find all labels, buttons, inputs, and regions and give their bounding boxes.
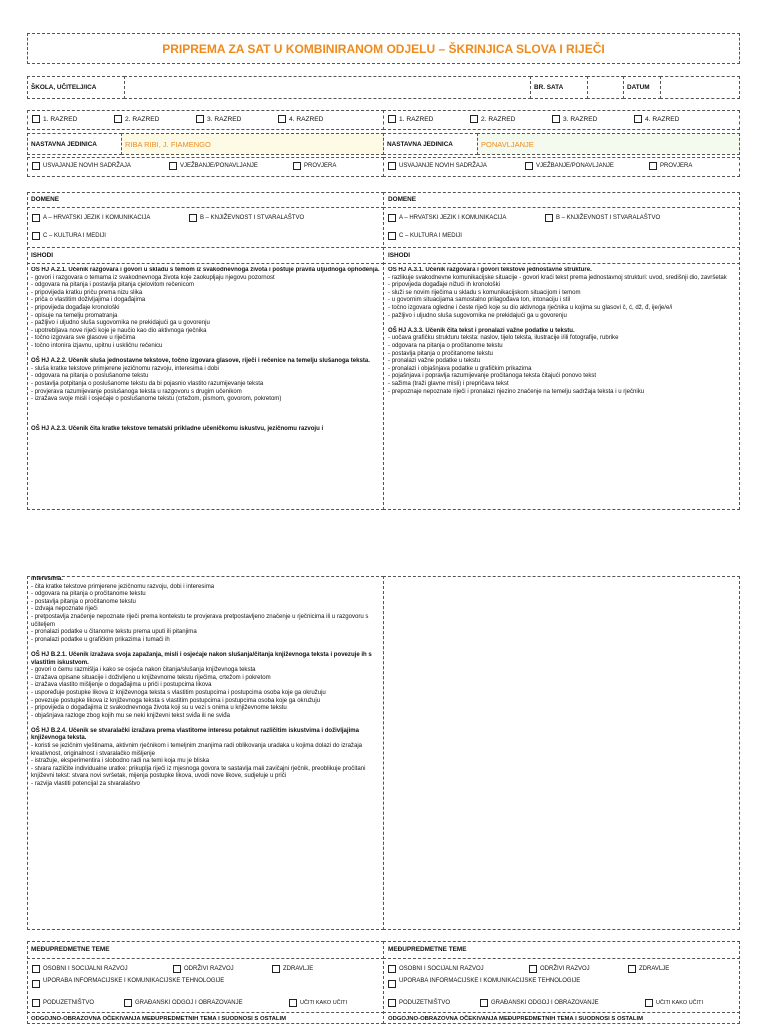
outcome-item: - uspoređuje postupke likova iz književnoga teksta s vlastitim postupcima i postupcima osoba koje ga okružuju xyxy=(31,689,326,696)
right-domain-b[interactable]: B – KNJIŽEVNOST I STVARALAŠTVO xyxy=(545,214,660,222)
outcome-item: - provjerava razumijevanje poslušanoga teksta u razgovoru s drugim učenikom xyxy=(31,388,242,395)
divider xyxy=(27,263,384,264)
outcome-item: - pretpostavlja značenje nepoznate riječi prema kontekstu te provjerava pretpostavljeno značenje u rječnicima ili u razgovoru s učiteljem xyxy=(31,613,371,628)
right-domain-a[interactable]: A – HRVATSKI JEZIK I KOMUNIKACIJA xyxy=(388,214,506,222)
outcome-item: - povezuje postupke likova iz književnoga teksta s vlastitim postupcima i postupcima osoba koje ga okružuju xyxy=(31,697,321,704)
outcome-item: - postavlja potpitanja o poslušanome tekstu da bi pojasnio vlastito razumijevanje teksta xyxy=(31,380,264,387)
left-unit-text: RIBA RIBI, J. FIAMENGO xyxy=(125,139,211,149)
right-grade-2[interactable]: 2. RAZRED xyxy=(470,115,515,123)
divider xyxy=(383,263,740,264)
right-type-new[interactable]: USVAJANJE NOVIH SADRŽAJA xyxy=(388,162,487,170)
divider xyxy=(27,207,384,208)
outcome-item: - opisuje na temelju promatranja xyxy=(31,312,118,319)
checkbox-icon xyxy=(289,999,297,1007)
checkbox-icon xyxy=(114,115,122,123)
outcome-item: - istražuje, eksperimentira i slobodno radi na temi koja mu je bliska xyxy=(31,758,210,765)
right-cross-gradjanski[interactable]: GRAĐANSKI ODGOJ I OBRAZOVANJE xyxy=(480,999,599,1007)
checkbox-icon xyxy=(525,162,533,170)
school-label-cell xyxy=(27,76,125,99)
left-domains-label: DOMENE xyxy=(31,196,60,203)
outcome-item: - točno izgovara sve glasove u riječima xyxy=(31,335,136,342)
checkbox-icon xyxy=(173,965,181,973)
grades-block xyxy=(27,110,740,180)
checkbox-icon xyxy=(388,980,396,988)
left-cross-ikt[interactable]: UPORABA INFORMACIJSKE I KOMUNIKACIJSKE TEHNOLOGIJE xyxy=(32,978,232,988)
checkbox-icon xyxy=(278,115,286,123)
left-domain-a[interactable]: A – HRVATSKI JEZIK I KOMUNIKACIJA xyxy=(32,214,150,222)
outcome-item: - izražava vlastito mišljenje o događajima u priči i postupcima likova xyxy=(31,682,212,689)
date-label-cell xyxy=(623,76,661,99)
checkbox-icon xyxy=(196,115,204,123)
outcome-item: - sažima (traži glavne misli) i prepričava tekst xyxy=(388,380,509,387)
checkbox-icon xyxy=(124,999,132,1007)
checkbox-icon xyxy=(649,162,657,170)
checkbox-icon xyxy=(470,115,478,123)
left-domain-b[interactable]: B – KNJIŽEVNOST I STVARALAŠTVO xyxy=(189,214,304,222)
outcome-item: - izražava opisane situacije i doživljeno u književnome tekstu riječima, crtežom i pokretom xyxy=(31,674,271,681)
checkbox-icon xyxy=(32,115,40,123)
outcome-item: - odgovara na pitanja o poslušanome tekstu xyxy=(31,373,149,380)
school-input[interactable] xyxy=(124,76,531,99)
left-unit-label-cell xyxy=(27,133,122,155)
outcome-item: - upotrebljava nove riječi koje je naučio kao dio aktivnoga rječnika xyxy=(31,327,207,334)
left-domain-c[interactable]: C – KULTURA I MEDIJI xyxy=(32,232,106,240)
checkbox-icon xyxy=(32,965,40,973)
outcome-item: - pripovijeda događaje kronološki xyxy=(31,304,120,311)
checkbox-icon xyxy=(388,999,396,1007)
left-type-check[interactable]: PROVJERA xyxy=(293,162,336,170)
divider xyxy=(383,247,740,248)
outcome-item: - postavlja pitanja o pročitanome tekstu xyxy=(388,350,493,357)
outcome-item: - pronalazi podatke u čitanome tekstu prema uputi ili pitanjima xyxy=(31,629,197,636)
left-cross-gradjanski[interactable]: GRAĐANSKI ODGOJ I OBRAZOVANJE xyxy=(124,999,243,1007)
right-cross-label: MEĐUPREDMETNE TEME xyxy=(388,946,467,953)
outcome-item: - pažljivo i uljudno sluša sugovornika ne prekidajući ga u govorenju xyxy=(31,320,210,327)
checkbox-icon xyxy=(388,214,396,222)
divider xyxy=(383,1012,740,1013)
left-expectations-label: ODGOJNO-OBRAZOVNA OČEKIVANJA MEĐUPREDMETNIH TEMA I SUODNOSI S OSTALIM xyxy=(31,1016,287,1022)
outcome-item: - odgovara na pitanja o pročitanome tekstu xyxy=(31,591,146,598)
left-cross-zdravlje[interactable]: ZDRAVLJE xyxy=(272,965,313,973)
page-title: PRIPREMA ZA SAT U KOMBINIRANOM ODJELU – ŠKRINJICA SLOVA I RIJEČI xyxy=(162,41,605,56)
left-type-new[interactable]: USVAJANJE NOVIH SADRŽAJA xyxy=(32,162,131,170)
checkbox-icon xyxy=(32,214,40,222)
divider xyxy=(383,207,740,208)
outcome-item: - pojašnjava i popravlja razumijevanje pročitanoga teksta čitajući ponovo tekst xyxy=(388,373,597,380)
left-grade-3[interactable]: 3. RAZRED xyxy=(196,115,241,123)
outcome-item: - stvara različite individualne uratke: prikuplja riječi iz mjesnoga govora te sastavlja mali zavičajni rječnik, preoblikuje pročitani književni tekst: stvara novi svršetak, mijenja postupke likova, uvodi nove likove, sudjeluje u priči xyxy=(31,765,368,780)
checkbox-icon xyxy=(645,999,653,1007)
outcome-item: - postavlja pitanja o pročitanome tekstu xyxy=(31,598,136,605)
left-unit-value[interactable] xyxy=(121,133,384,155)
outcome-item: - pronalazi podatke u grafičkim prikazima i tumači ih xyxy=(31,636,170,643)
outcome-item: - govori i razgovara o temama iz svakodnevnoga života koje zaokupljaju njegovu pozornost xyxy=(31,274,275,281)
left-type-practice[interactable]: VJEŽBANJE/PONAVLJANJE xyxy=(169,162,258,170)
left-outcomes-continued-text xyxy=(31,576,381,926)
checkbox-icon xyxy=(189,214,197,222)
right-unit-text: PONAVLJANJE xyxy=(481,139,534,149)
school-row xyxy=(27,76,740,99)
outcome-heading: OŠ HJ B.2.4. Učenik se stvaralački izražava prema vlastitome interesu potaknut različitim iskustvima i doživljajima književnoga teksta. xyxy=(31,727,361,742)
right-domain-c[interactable]: C – KULTURA I MEDIJI xyxy=(388,232,462,240)
outcome-item: - pripovijeda o događajima iz svakodnevnoga života koji su u vezi s onima u književnome tekstu xyxy=(31,705,287,712)
right-cross-ikt[interactable]: UPORABA INFORMACIJSKE I KOMUNIKACIJSKE TEHNOLOGIJE xyxy=(388,978,588,988)
checkbox-icon xyxy=(634,115,642,123)
outcome-item: - priča o vlastitim doživljajima i događajima xyxy=(31,297,146,304)
right-grade-4[interactable]: 4. RAZRED xyxy=(634,115,679,123)
spacer xyxy=(31,720,381,728)
outcome-heading: OŠ HJ B.2.1. Učenik izražava svoja zapažanja, misli i osjećaje nakon slušanja/čitanja književnoga teksta i povezuje ih s vlastitim iskustvom. xyxy=(31,651,374,666)
unit-label: NASTAVNA JEDINICA xyxy=(387,140,453,148)
right-cross-osobni[interactable]: OSOBNI I SOCIJALNI RAZVOJ xyxy=(388,965,484,973)
left-cross-osobni[interactable]: OSOBNI I SOCIJALNI RAZVOJ xyxy=(32,965,128,973)
outcome-item: - razlikuje svakodnevne komunikacijske situacije - govori kraći tekst prema jednostavnoj strukturi: uvod, središnji dio, završetak xyxy=(388,274,727,281)
checkbox-icon xyxy=(32,999,40,1007)
outcome-item: - koristi se jezičnim vještinama, aktivnim rječnikom i temeljnim znanjima radi oblikovanja uradaka u kojima dolazi do izražaja kreativnost, originalnost i stvaralačko mišljenje xyxy=(31,743,364,757)
left-grade-4[interactable]: 4. RAZRED xyxy=(278,115,323,123)
left-cross-uciti[interactable]: UČITI KAKO UČITI xyxy=(289,999,347,1007)
outcome-item: - točno izgovara ogledne i česte riječi koje su dio aktivnoga rječnika u kojima su glasovi č, ć, dž, đ, ije/je/e/i xyxy=(388,304,673,311)
spacer xyxy=(31,404,381,412)
checkbox-icon xyxy=(552,115,560,123)
outcome-item: - govori o čemu razmišlja i kako se osjeća nakon čitanja/slušanja književnoga teksta xyxy=(31,667,256,674)
outcome-heading: OŠ HJ A.2.2. Učenik sluša jednostavne tekstove, točno izgovara glasove, riječi i rečenice na temelju slušanoga teksta. xyxy=(31,358,370,365)
right-cross-poduzetnistvo[interactable]: PODUZETNIŠTVO xyxy=(388,999,450,1007)
outcome-item: - čita kratke tekstove primjerene jezičnomu razvoju, dobi i interesima xyxy=(31,583,215,590)
outcome-item: - sluša kratke tekstove primjerene jezičnomu razvoju, interesima i dobi xyxy=(31,365,219,372)
right-unit-value[interactable] xyxy=(477,133,740,155)
outcome-item: - pronalazi važne podatke u tekstu xyxy=(388,358,481,365)
right-type-practice[interactable]: VJEŽBANJE/PONAVLJANJE xyxy=(525,162,614,170)
checkbox-icon xyxy=(169,162,177,170)
right-domains-label: DOMENE xyxy=(388,196,417,203)
divider xyxy=(27,247,384,248)
checkbox-icon xyxy=(32,980,40,988)
outcome-heading: OŠ HJ A.2.3. Učenik čita kratke tekstove tematski prikladne učeničkomu iskustvu, jezičnomu razvoju i xyxy=(31,426,324,433)
outcome-heading: interesima. xyxy=(31,576,63,582)
checkbox-icon xyxy=(545,214,553,222)
spacer xyxy=(388,320,736,328)
divider xyxy=(27,1012,384,1013)
checkbox-icon xyxy=(293,162,301,170)
left-cross-odrzivi[interactable]: ODRŽIVI RAZVOJ xyxy=(173,965,234,973)
left-outcomes-label: ISHODI xyxy=(31,252,54,259)
outcome-heading: OŠ HJ A.3.3. Učenik čita tekst i pronalazi važne podatke u tekstu. xyxy=(388,327,575,334)
date-input[interactable] xyxy=(660,76,740,99)
spacer xyxy=(31,351,381,359)
checkbox-icon xyxy=(272,965,280,973)
lesson-no-input[interactable] xyxy=(587,76,624,99)
right-grade-3[interactable]: 3. RAZRED xyxy=(552,115,597,123)
outcome-item: - uočava grafičku strukturu teksta: naslov, tijelo teksta, ilustracije i/ili fotografije, rubrike xyxy=(388,335,619,342)
date-label: DATUM xyxy=(627,84,650,91)
outcome-item: - prepoznaje nepoznate riječi i pronalazi njezino značenje na temelju sadržaja teksta i u rječniku xyxy=(388,388,645,395)
checkbox-icon xyxy=(388,232,396,240)
right-grade-1[interactable]: 1. RAZRED xyxy=(388,115,433,123)
lesson-no-label: BR. SATA xyxy=(534,84,564,91)
checkbox-icon xyxy=(388,115,396,123)
right-cross-zdravlje[interactable]: ZDRAVLJE xyxy=(628,965,669,973)
outcome-item: - pripovijeda događaje nižući ih kronološki xyxy=(388,282,500,289)
checkbox-icon xyxy=(480,999,488,1007)
checkbox-icon xyxy=(388,965,396,973)
right-outcomes-label: ISHODI xyxy=(388,252,411,259)
lesson-no-label-cell xyxy=(530,76,588,99)
right-type-check[interactable]: PROVJERA xyxy=(649,162,692,170)
outcome-item: - pripovijeda kratku priču prema nizu slika xyxy=(31,289,143,296)
title-box xyxy=(27,33,740,64)
outcome-item: - u govornim situacijama samostalno prilagođava ton, intonaciju i stil xyxy=(388,297,571,304)
checkbox-icon xyxy=(32,232,40,240)
outcome-item: - točno intonira izjavnu, upitnu i uskličnu rečenicu xyxy=(31,342,163,349)
left-cross-label: MEĐUPREDMETNE TEME xyxy=(31,946,110,953)
divider xyxy=(27,958,384,959)
outcome-heading: OŠ HJ A.2.1. Učenik razgovara i govori u skladu s temom iz svakodnevnoga života i poštuje pravila uljudnoga ophođenja. xyxy=(31,267,380,273)
school-label: ŠKOLA, UČITELJ/ICA xyxy=(31,84,97,91)
outcome-item: - odgovara na pitanja o pročitanome tekstu xyxy=(388,342,503,349)
checkbox-icon xyxy=(388,162,396,170)
right-cross-odrzivi[interactable]: ODRŽIVI RAZVOJ xyxy=(529,965,590,973)
outcome-item: - izdvaja nepoznate riječi xyxy=(31,606,98,613)
spacer xyxy=(31,644,381,652)
outcome-item: - pronalazi i objašnjava podatke u grafičkim prikazima xyxy=(388,365,532,372)
spacer xyxy=(31,411,381,419)
divider xyxy=(383,958,740,959)
unit-label: NASTAVNA JEDINICA xyxy=(31,140,97,148)
outcomes-cont-right xyxy=(383,576,740,930)
checkbox-icon xyxy=(529,965,537,973)
outcome-item: - služi se novim riječima u skladu s komunikacijskom situacijom i temom xyxy=(388,289,581,296)
left-grade-1[interactable]: 1. RAZRED xyxy=(32,115,77,123)
left-grade-2[interactable]: 2. RAZRED xyxy=(114,115,159,123)
right-expectations-label: ODGOJNO-OBRAZOVNA OČEKIVANJA MEĐUPREDMETNIH TEMA I SUODNOSI S OSTALIM xyxy=(388,1016,644,1022)
outcome-item: - odgovara na pitanja i postavlja pitanja cjelovitom rečenicom xyxy=(31,282,195,289)
checkbox-icon xyxy=(32,162,40,170)
left-outcomes-text xyxy=(31,267,381,508)
checkbox-icon xyxy=(628,965,636,973)
outcome-item: - razvija vlastiti potencijal za stvaralaštvo xyxy=(31,781,140,788)
right-unit-label-cell xyxy=(383,133,478,155)
left-cross-poduzetnistvo[interactable]: PODUZETNIŠTVO xyxy=(32,999,94,1007)
outcome-item: - izražava svoje misli i osjećaje o poslušanome tekstu (crtežom, pismom, govorom, pokretom) xyxy=(31,396,282,403)
outcome-item: - objašnjava razloge zbog kojih mu se neki književni tekst sviđa ili ne sviđa xyxy=(31,712,230,719)
outcome-item: - pažljivo i uljudno sluša sugovornika ne prekidajući ga u govorenju xyxy=(388,312,567,319)
right-outcomes-text xyxy=(388,267,736,508)
right-cross-uciti[interactable]: UČITI KAKO UČITI xyxy=(645,999,703,1007)
outcome-heading: OŠ HJ A.3.1. Učenik razgovara i govori tekstove jednostavne strukture. xyxy=(388,267,592,273)
